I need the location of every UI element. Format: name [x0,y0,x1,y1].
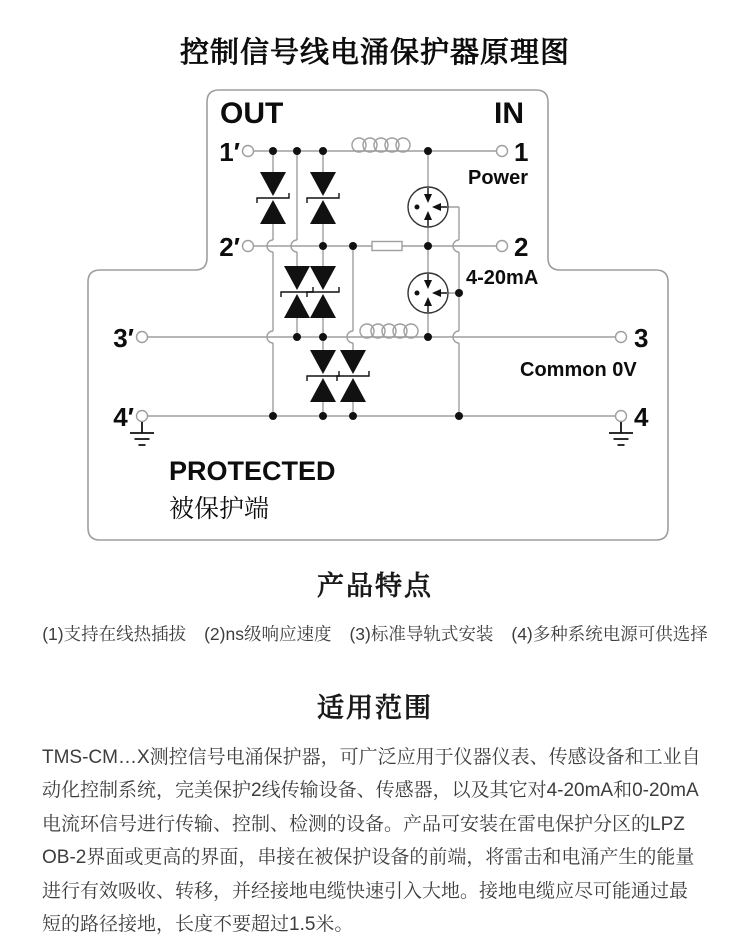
scope-line: 电流环信号进行传输、控制、检测的设备。产品可安装在雷电保护分区的LPZ [42,813,685,835]
resistor-icon [372,242,402,251]
feature-item-4: (4)多种系统电源可供选择 [511,624,708,644]
tvs-diodes [257,172,369,402]
in-label: IN [494,97,524,130]
terminal-label-1: 1 [514,137,529,167]
feature-item-3: (3)标准导轨式安装 [349,624,494,644]
scope-heading: 适用范围 [317,693,433,723]
scope-line: 短的路径接地，长度不要超过1.5米。 [42,914,354,936]
terminal-label-3p: 3′ [113,323,134,353]
scope-line: 进行有效吸收、转移，并经接地电缆快速引入大地。接地电缆应尽可能通过最 [42,880,689,902]
surge-protector-schematic [0,85,750,545]
out-label: OUT [220,97,284,130]
power-label: Power [468,167,529,189]
scope-line: OB-2界面或更高的界面，串接在被保护设备的前端，将雷击和电涌产生的能量 [42,847,695,869]
common-0v-label: Common 0V [520,359,637,381]
scope-paragraph [42,741,718,941]
scope-line: 动化控制系统，完美保护2线传输设备、传感器，以及其它对4-20mA和0-20mA [42,780,699,802]
feature-item-1: (1)支持在线热插拔 [42,624,187,644]
scope-line: TMS-CM…X测控信号电涌保护器，可广泛应用于仪器仪表、传感设备和工业自 [42,747,701,768]
features-heading: 产品特点 [317,571,433,601]
terminal-label-3: 3 [634,323,649,353]
protected-label-en: PROTECTED [169,456,336,486]
current-loop-label: 4-20mA [466,267,539,289]
terminal-label-2p: 2′ [219,232,240,262]
terminal-label-2: 2 [514,232,529,262]
line1-inductor [352,138,410,152]
terminal-label-4p: 4′ [113,402,134,432]
features-list [0,621,750,646]
feature-item-2: (2)ns级响应速度 [204,624,332,644]
line3-inductor [360,324,418,338]
protected-label-cn: 被保护端 [169,495,270,523]
page-title: 控制信号线电涌保护器原理图 [179,37,570,69]
terminal-label-4: 4 [634,402,649,432]
ground-right [609,422,633,445]
terminal-label-1p: 1′ [219,137,240,167]
